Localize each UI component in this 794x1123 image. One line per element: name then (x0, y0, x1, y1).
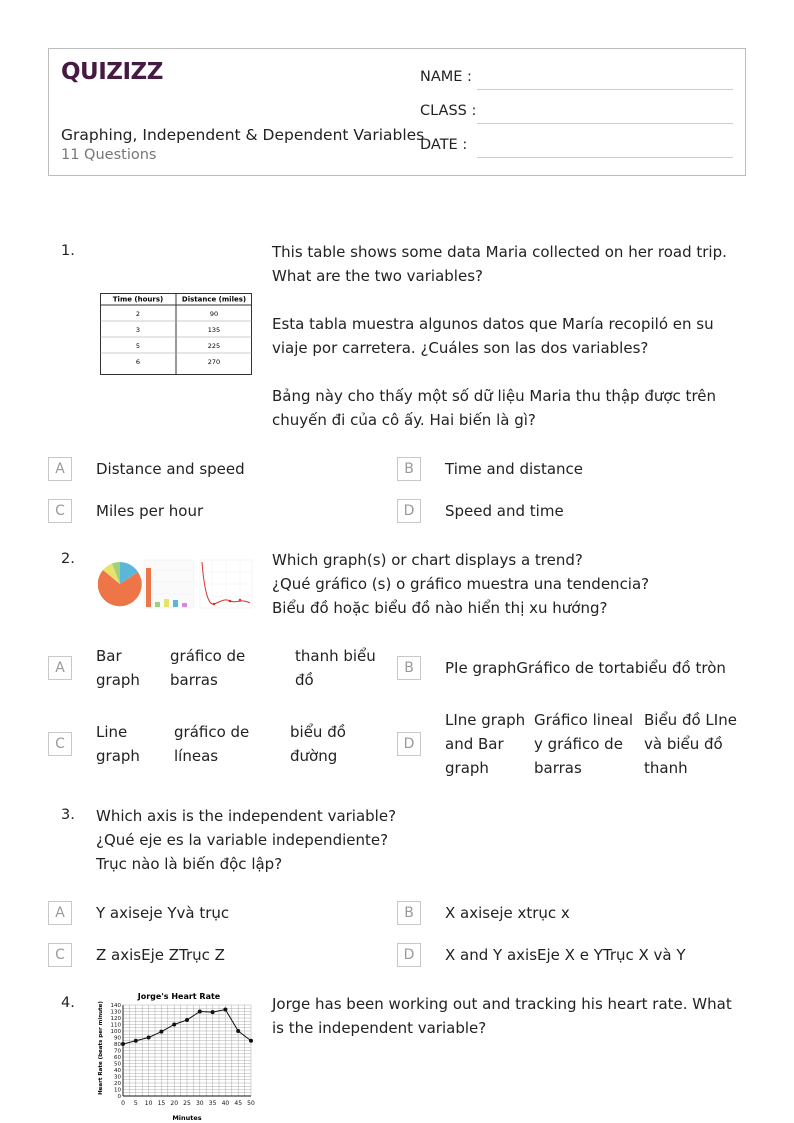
y-tick-label: 110 (110, 1022, 121, 1029)
table-cell: 5 (135, 342, 141, 350)
date-label: DATE : (420, 137, 468, 153)
class-label: CLASS : (420, 103, 477, 119)
option-d-en[interactable]: LIne graph and Bar graph (445, 711, 526, 777)
option-letter-d[interactable]: D (397, 732, 421, 756)
x-tick-label: 45 (234, 1100, 243, 1107)
y-tick-label: 10 (114, 1087, 121, 1094)
class-field[interactable] (477, 123, 733, 124)
chart-xlabel: Minutes (172, 1114, 202, 1122)
question-text (272, 548, 744, 620)
option-d[interactable]: X and Y axisEje X e YTrục X và Y (445, 946, 686, 964)
option-a-en[interactable]: Bar graph (96, 647, 140, 689)
data-point (134, 1039, 138, 1043)
y-tick-label: 90 (114, 1035, 121, 1042)
data-point (211, 1010, 215, 1014)
data-point (172, 1023, 176, 1027)
y-tick-label: 50 (114, 1061, 121, 1068)
x-tick-label: 35 (208, 1100, 217, 1107)
question-text-es: ¿Qué gráfico (s) o gráfico muestra una tendencia? (272, 575, 650, 593)
data-point (236, 1029, 240, 1033)
table-header-distance: Distance (miles) (181, 295, 247, 304)
distance-table-image (100, 293, 252, 375)
option-c-vi[interactable]: biểu đồ đường (290, 723, 346, 765)
option-c-es[interactable]: gráfico de líneas (174, 723, 250, 765)
option-d[interactable]: Speed and time (445, 502, 564, 520)
question-text (96, 804, 736, 876)
y-tick-label: 30 (114, 1074, 121, 1081)
question-text-es: ¿Qué eje es la variable independiente? (96, 831, 389, 849)
name-label: NAME : (420, 69, 472, 85)
question-number: 3. (61, 807, 75, 823)
question-text-en: Which graph(s) or chart displays a trend? (272, 551, 583, 569)
y-tick-label: 20 (114, 1081, 121, 1087)
x-tick-label: 40 (221, 1100, 230, 1107)
y-tick-label: 130 (110, 1009, 121, 1016)
pie-chart-thumbnail (98, 562, 142, 606)
y-tick-label: 80 (114, 1042, 121, 1048)
option-letter-c[interactable]: C (48, 732, 72, 756)
question-number: 1. (61, 243, 75, 259)
question-count: 11 Questions (61, 147, 157, 163)
y-tick-label: 0 (117, 1094, 121, 1100)
option-letter-a[interactable]: A (48, 656, 72, 680)
y-tick-label: 140 (110, 1003, 121, 1009)
option-letter-b[interactable]: B (397, 656, 421, 680)
option-letter-a[interactable]: A (48, 901, 72, 925)
y-tick-label: 70 (114, 1048, 121, 1055)
question-text-vi: Trục nào là biến độc lập? (96, 855, 283, 873)
table-cell: 135 (207, 326, 221, 334)
line-chart-thumbnail (200, 560, 252, 608)
y-tick-label: 60 (114, 1055, 121, 1061)
option-c[interactable]: Z axisEje ZTrục Z (96, 946, 225, 964)
table-cell: 270 (207, 358, 221, 366)
data-point (198, 1010, 202, 1014)
option-letter-a[interactable]: A (48, 457, 72, 481)
chart-title: Jorge's Heart Rate (137, 992, 221, 1001)
question-text-en: This table shows some data Maria collected on her road trip. What are the two variables? (272, 243, 727, 285)
data-point (185, 1018, 189, 1022)
option-letter-b[interactable]: B (397, 457, 421, 481)
table-cell: 90 (209, 310, 219, 318)
question-text (272, 240, 744, 432)
table-cell: 2 (135, 310, 141, 318)
table-cell: 225 (207, 342, 221, 350)
quizizz-logo: QUIZIZZ (61, 59, 163, 85)
table-cell: 3 (135, 326, 141, 334)
option-b[interactable]: PIe graphGráfico de tortabiểu đồ tròn (445, 659, 726, 677)
x-tick-label: 0 (121, 1100, 125, 1107)
date-field[interactable] (477, 157, 733, 158)
option-a-es[interactable]: gráfico de barras (170, 647, 246, 689)
bar-chart-thumbnail (144, 560, 194, 608)
question-number: 4. (61, 995, 75, 1011)
question-text (272, 992, 744, 1040)
option-c-en[interactable]: Line graph (96, 723, 140, 765)
data-point (249, 1039, 253, 1043)
question-text-en: Which axis is the independent variable? (96, 807, 397, 825)
table-header-time: Time (hours) (112, 295, 164, 304)
data-point (159, 1030, 163, 1034)
x-tick-label: 20 (170, 1100, 179, 1107)
option-letter-d[interactable]: D (397, 943, 421, 967)
option-letter-b[interactable]: B (397, 901, 421, 925)
worksheet-title: Graphing, Independent & Dependent Variables (61, 126, 425, 144)
x-tick-label: 30 (195, 1100, 204, 1107)
option-b[interactable]: X axiseje xtrục x (445, 904, 570, 922)
y-tick-label: 120 (110, 1016, 121, 1022)
question-text-en: Jorge has been working out and tracking his heart rate. What is the independent variable? (272, 995, 732, 1037)
option-letter-c[interactable]: C (48, 499, 72, 523)
chart-ylabel: Heart Rate (beats per minute) (98, 1001, 104, 1095)
option-d-vi[interactable]: Biểu đồ LIne và biểu đồ thanh (644, 711, 737, 777)
option-d-es[interactable]: Gráfico lineal y gráfico de barras (534, 711, 634, 777)
option-letter-d[interactable]: D (397, 499, 421, 523)
x-tick-label: 15 (157, 1100, 166, 1107)
option-letter-c[interactable]: C (48, 943, 72, 967)
heart-rate-chart (94, 988, 264, 1123)
data-point (223, 1008, 227, 1012)
question-text-vi: Biểu đồ hoặc biểu đồ nào hiển thị xu hướng? (272, 599, 608, 617)
x-tick-label: 50 (247, 1100, 255, 1107)
x-tick-label: 25 (183, 1100, 191, 1107)
question-number: 2. (61, 551, 75, 567)
option-a[interactable]: Y axiseje Yvà trục (96, 904, 230, 922)
x-tick-label: 5 (133, 1100, 138, 1107)
option-b[interactable]: Time and distance (445, 460, 584, 478)
question-text-vi: Bảng này cho thấy một số dữ liệu Maria thu thập được trên chuyến đi của cô ấy. Hai biến là gì? (272, 387, 717, 429)
worksheet-header (48, 48, 746, 176)
option-c[interactable]: Miles per hour (96, 502, 204, 520)
option-a-vi[interactable]: thanh biểu đồ (295, 647, 376, 689)
chart-types-image (98, 558, 254, 610)
y-tick-label: 40 (114, 1068, 121, 1074)
question-text-es: Esta tabla muestra algunos datos que María recopiló en su viaje por carretera. ¿Cuáles son las dos variables? (272, 315, 714, 357)
x-tick-label: 10 (144, 1100, 153, 1107)
data-point (147, 1036, 151, 1040)
option-a[interactable]: Distance and speed (96, 460, 245, 478)
table-cell: 6 (135, 358, 141, 366)
y-tick-label: 100 (110, 1029, 121, 1035)
data-point (121, 1042, 125, 1046)
name-field[interactable] (477, 89, 733, 90)
